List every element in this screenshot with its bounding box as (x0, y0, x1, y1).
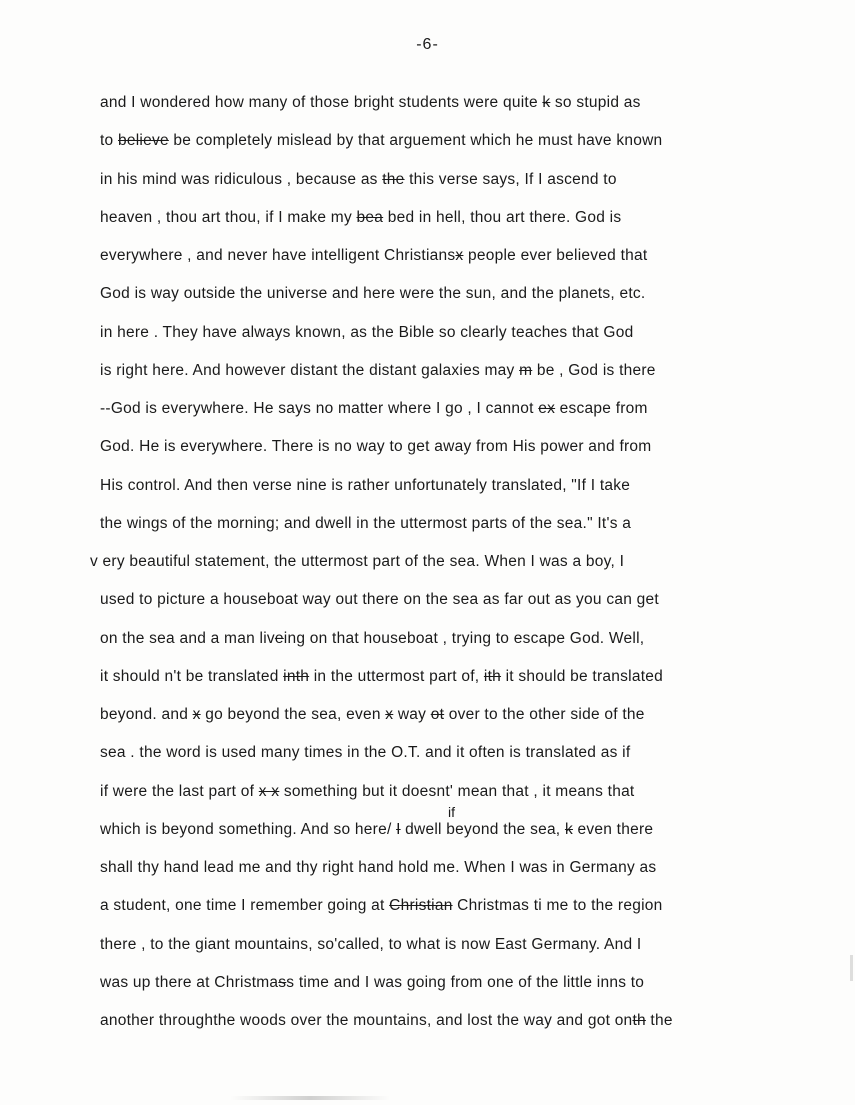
text-line (100, 590, 659, 610)
text-line (100, 437, 651, 457)
struck-text: k (564, 820, 573, 838)
text-line (100, 973, 644, 993)
text-run: shall thy hand lead me and thy right hand hold me. When I was in Germany as (100, 859, 657, 876)
text-line (100, 705, 645, 725)
struck-text: I (396, 820, 401, 838)
text-run: this verse says, If I ascend to (404, 170, 617, 188)
text-run: God. He is everywhere. There is no way to get away from His power and from (100, 438, 652, 456)
struck-text: x (385, 706, 394, 723)
text-run: Christmas ti me to the region (452, 897, 663, 915)
text-run: --God is everywhere. He says no matter where I go , I cannot (100, 400, 539, 417)
text-line (100, 246, 647, 266)
text-run: dwell beyond the sea, (400, 820, 565, 838)
struck-text: x (192, 706, 201, 723)
text-run: another throughthe woods over the mountains, and lost the way and got on (100, 1012, 633, 1029)
struck-text: ith (483, 667, 502, 685)
text-line (100, 323, 633, 343)
struck-text: k (542, 94, 551, 111)
text-line (100, 935, 641, 955)
text-line (100, 208, 621, 228)
text-run: if were the last part of (100, 782, 259, 800)
struck-text: ex (538, 400, 556, 417)
text-run: v ery beautiful statement, the uttermost part of the sea. When I was a boy, I (90, 553, 625, 570)
text-line (90, 552, 624, 572)
text-run: the wings of the morning; and dwell in the uttermost parts of the sea." It's a (100, 514, 632, 532)
struck-text: x x (258, 782, 280, 800)
text-run: was up there at Christma (100, 973, 279, 991)
text-line (100, 1011, 673, 1031)
text-line (100, 629, 644, 649)
text-run: in here . They have always known, as the Bible so clearly teaches that God (100, 323, 634, 341)
page-number: -6- (416, 36, 439, 53)
struck-text: bea (356, 208, 384, 226)
text-line (100, 284, 645, 304)
text-run: beyond. and (100, 706, 193, 723)
text-run: escape from (555, 400, 648, 417)
text-run: ing on that houseboat , trying to escape God. Well, (283, 629, 645, 647)
text-run: so stupid as (550, 94, 641, 111)
struck-text: x (455, 247, 464, 264)
struck-text: Christian (389, 897, 453, 915)
struck-text: inth (283, 667, 310, 685)
text-run: on the sea and a man liv (100, 629, 275, 647)
text-run: go beyond the sea, even (200, 706, 386, 723)
text-run: it should be translated (501, 667, 663, 685)
text-run: s time and I was going from one of the little inns to (286, 973, 645, 991)
struck-text: m (519, 361, 533, 379)
text-run: His control. And then verse nine is rather unfortunately translated, "If I take (100, 476, 631, 494)
text-line (100, 896, 663, 916)
text-run: God is way outside the universe and here were the sun, and the planets, etc. (100, 285, 646, 303)
text-run: and I wondered how many of those bright students were quite (100, 94, 543, 111)
text-line (100, 361, 656, 381)
text-line (100, 820, 653, 840)
text-run: over to the other side of the (444, 706, 645, 723)
text-run: in the uttermost part of, (309, 667, 484, 685)
struck-text: th (632, 1012, 646, 1029)
text-run: in his mind was ridiculous , because as (100, 170, 383, 188)
text-line (100, 93, 641, 113)
text-run: be completely mislead by that arguement which he must have known (168, 132, 663, 150)
text-run: which is beyond something. And so here/ (100, 820, 397, 838)
text-run: way (393, 706, 431, 723)
text-line (100, 476, 630, 496)
margin-mark (850, 955, 853, 981)
text-run: be , God is there (532, 361, 656, 379)
text-run: heaven , thou art thou, if I make my (100, 208, 357, 226)
text-line (100, 667, 663, 687)
text-line (100, 399, 648, 419)
text-run: even there (572, 820, 654, 838)
text-run: it should n't be translated (100, 667, 284, 685)
text-line (100, 514, 631, 534)
text-line (100, 782, 635, 802)
text-run: everywhere , and never have intelligent Christians (100, 247, 456, 264)
struck-text: ot (430, 706, 445, 723)
text-line (100, 170, 617, 190)
text-run: used to picture a houseboat way out there on the sea as far out as you can get (100, 591, 659, 609)
struck-text: the (382, 170, 405, 188)
text-run: a student, one time I remember going at (100, 897, 390, 915)
text-run: is right here. And however distant the distant galaxies may (100, 361, 520, 379)
text-run: bed in hell, thou art there. God is (383, 208, 622, 226)
text-line (100, 131, 662, 151)
text-line (100, 858, 656, 878)
struck-text: believe (117, 132, 169, 150)
struck-text: s (278, 973, 287, 991)
text-run: to (100, 132, 118, 150)
text-run: there , to the giant mountains, so'called, to what is now East Germany. And I (100, 935, 642, 953)
text-run: people ever believed that (463, 247, 648, 264)
scan-smudge (230, 1096, 390, 1100)
text-line (100, 743, 630, 763)
struck-text: e (274, 629, 284, 647)
text-run: something but it doesnt' mean that , it means that (279, 782, 635, 800)
text-run: the (645, 1012, 673, 1029)
superscript-insert: if (448, 804, 455, 820)
text-run: sea . the word is used many times in the O.T. and it often is translated as if (100, 744, 631, 762)
